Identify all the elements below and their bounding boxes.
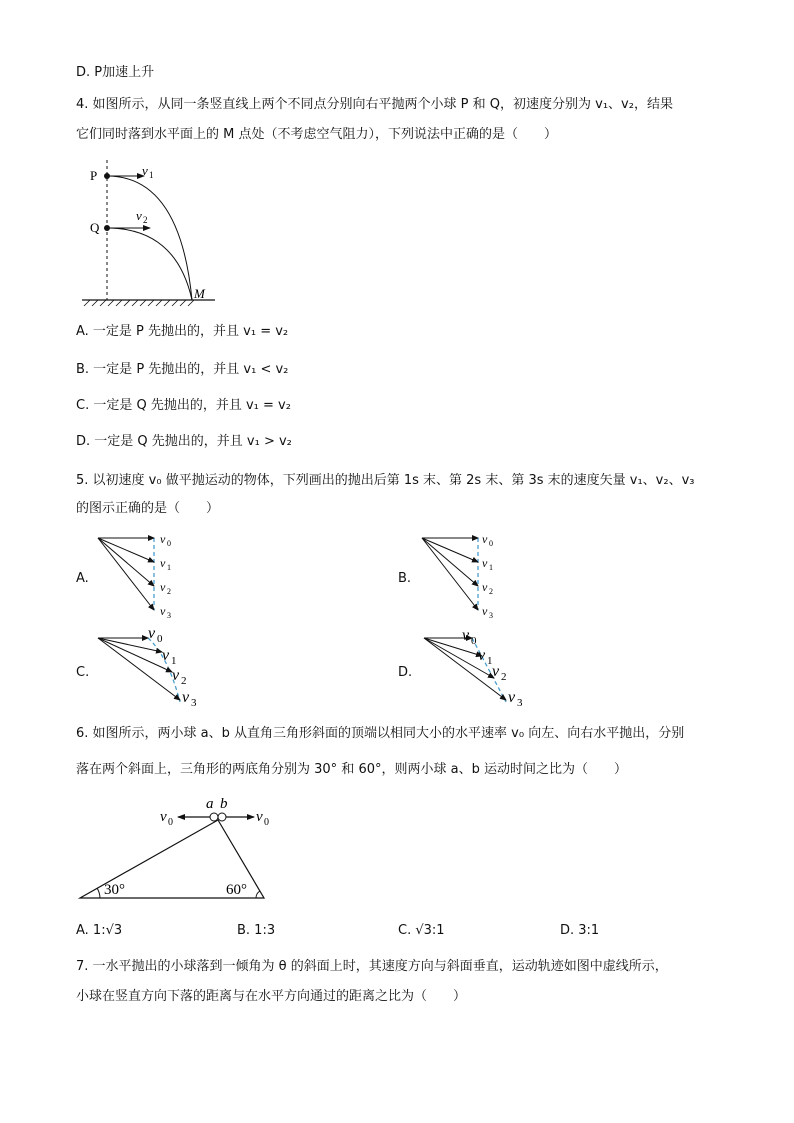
svg-text:v: v (172, 667, 180, 684)
svg-text:3: 3 (489, 611, 493, 620)
label-q: Q (90, 220, 100, 235)
q3-option-d: D. P加速上升 (76, 65, 155, 80)
svg-text:1: 1 (167, 563, 171, 572)
q7-stem-line2: 小球在竖直方向下落的距离与在水平方向通过的距离之比为（ ） (76, 989, 467, 1004)
label-b: b (220, 796, 228, 812)
q5-option-a-label: A. (76, 571, 89, 586)
svg-text:2: 2 (501, 671, 507, 683)
q5-stem-line1: 5. 以初速度 v₀ 做平抛运动的物体，下列画出的抛出后第 1s 末、第 2s 末、第 3s 末的速度矢量 v₁、v₂、v₃ (76, 473, 695, 488)
svg-text:v: v (492, 663, 500, 680)
q5-option-d-label: D. (398, 665, 413, 680)
svg-text:v: v (508, 689, 516, 706)
svg-text:0: 0 (157, 633, 163, 645)
svg-text:v: v (160, 604, 166, 618)
q6-option-a: A. 1:√3 (76, 923, 123, 938)
q5-figure-b (420, 530, 510, 622)
label-v1: v (142, 163, 148, 178)
q4-option-c: C. 一定是 Q 先抛出的，并且 v₁ = v₂ (76, 398, 291, 413)
q5-figure-d (422, 626, 532, 714)
q6-stem-line1: 6. 如图所示，两小球 a、b 从直角三角形斜面的顶端以相同大小的水平速率 v₀ 向左、向右水平抛出，分别 (76, 726, 685, 741)
svg-text:v: v (482, 604, 488, 618)
q4-stem-line1: 4. 如图所示，从同一条竖直线上两个不同点分别向右平抛两个小球 P 和 Q，初速度分别为 v₁、v₂，结果 (76, 97, 673, 112)
label-v2: v (136, 208, 142, 223)
ground-hatch (84, 300, 194, 306)
q6-figure (78, 796, 278, 902)
svg-text:0: 0 (167, 539, 171, 548)
q5-stem-line2: 的图示正确的是（ ） (76, 501, 220, 516)
svg-text:1: 1 (489, 563, 493, 572)
q6-stem-line2: 落在两个斜面上，三角形的两底角分别为 30° 和 60°，则两小球 a、b 运动时间之比为（ ） (76, 762, 627, 777)
q5-option-b-label: B. (398, 571, 412, 586)
ball-a (210, 813, 218, 821)
q4-figure (80, 158, 220, 308)
trajectory-q (107, 228, 192, 300)
q4-stem-line2: 它们同时落到水平面上的 M 点处（不考虑空气阻力），下列说法中正确的是（ ） (76, 127, 557, 142)
svg-text:1: 1 (171, 655, 177, 667)
svg-text:v: v (182, 689, 190, 706)
q5-option-c-label: C. (76, 665, 90, 680)
ball-b (218, 813, 226, 821)
angle-label-30: 30° (104, 882, 125, 898)
q5-figure-a (96, 530, 186, 622)
svg-text:v: v (160, 580, 166, 594)
q6-option-c: C. √3:1 (398, 923, 445, 938)
label-p: P (90, 168, 98, 183)
label-v0-right: v (256, 809, 263, 825)
svg-text:v: v (160, 556, 166, 570)
svg-text:3: 3 (191, 697, 197, 709)
label-v2-sub: 2 (143, 215, 148, 225)
svg-text:2: 2 (489, 587, 493, 596)
svg-text:3: 3 (517, 697, 523, 709)
svg-text:1: 1 (487, 655, 493, 667)
label-a: a (206, 796, 214, 812)
q4-option-b: B. 一定是 P 先抛出的，并且 v₁ < v₂ (76, 362, 289, 377)
svg-text:v: v (482, 532, 488, 546)
svg-text:v: v (462, 627, 470, 644)
svg-text:v: v (162, 647, 170, 664)
svg-text:0: 0 (489, 539, 493, 548)
angle-arc-60 (256, 891, 260, 898)
q7-stem-line1: 7. 一水平抛出的小球落到一倾角为 θ 的斜面上时，其速度方向与斜面垂直，运动轨迹如图中虚线所示， (76, 959, 668, 974)
q6-option-b: B. 1:3 (237, 923, 276, 938)
q4-option-a: A. 一定是 P 先抛出的，并且 v₁ = v₂ (76, 324, 289, 339)
svg-text:v: v (148, 625, 156, 642)
angle-label-60: 60° (226, 882, 247, 898)
svg-text:v: v (482, 556, 488, 570)
trajectory-p (107, 176, 192, 300)
svg-text:v: v (160, 532, 166, 546)
svg-text:v: v (482, 580, 488, 594)
q5-figure-c (96, 626, 206, 714)
label-m: M (194, 286, 205, 301)
svg-text:v: v (478, 647, 486, 664)
label-v0-left: v (160, 809, 167, 825)
svg-text:0: 0 (168, 817, 173, 828)
label-v1-sub: 1 (149, 170, 154, 180)
svg-text:0: 0 (471, 635, 477, 647)
svg-text:2: 2 (167, 587, 171, 596)
svg-text:3: 3 (167, 611, 171, 620)
q6-option-d: D. 3:1 (560, 923, 600, 938)
angle-arc-30 (97, 888, 100, 898)
svg-text:0: 0 (264, 817, 269, 828)
q4-option-d: D. 一定是 Q 先抛出的，并且 v₁ > v₂ (76, 434, 292, 449)
svg-text:2: 2 (181, 675, 187, 687)
